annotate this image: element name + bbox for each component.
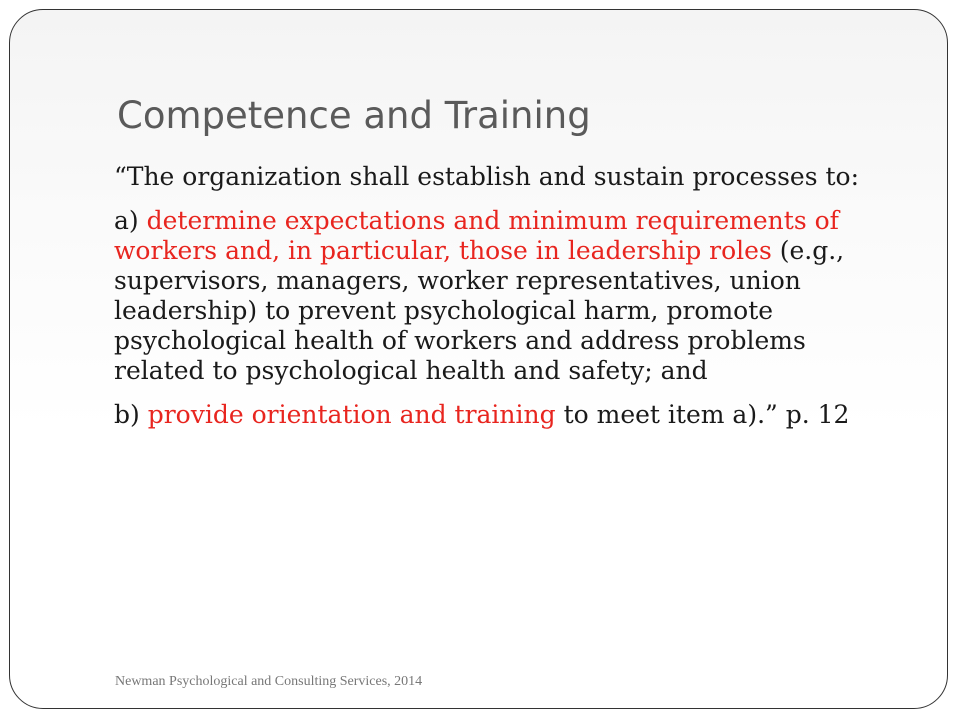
item-a-line-2 xyxy=(114,236,914,266)
item-a-line-2-rest: (e.g., xyxy=(771,236,845,265)
item-a-line-3: supervisors, managers, worker representatives, union xyxy=(114,266,801,295)
item-a-line-1 xyxy=(114,206,914,236)
item-a-line-4: leadership) to prevent psychological harm, promote xyxy=(114,296,774,325)
slide-footer: Newman Psychological and Consulting Services, 2014 xyxy=(115,674,423,689)
item-a-emphasis-2: workers and, in particular, those in leadership roles xyxy=(114,236,772,265)
item-b-line xyxy=(114,400,914,430)
item-b-paragraph xyxy=(114,400,914,430)
item-b-emphasis: provide orientation and training xyxy=(147,400,556,429)
intro-text: “The organization shall establish and sustain processes to: xyxy=(114,162,860,191)
intro-paragraph xyxy=(114,162,914,192)
slide-frame xyxy=(9,9,948,709)
item-a-paragraph xyxy=(114,206,914,386)
item-b-rest: to meet item a).” p. 12 xyxy=(555,400,850,429)
item-b-marker: b) xyxy=(114,400,148,429)
item-a-line-5: psychological health of workers and address problems xyxy=(114,326,806,355)
item-a-marker: a) xyxy=(114,206,147,235)
item-a-line-6: related to psychological health and safety; and xyxy=(114,356,708,385)
slide-body xyxy=(114,162,914,430)
item-a-emphasis-1: determine expectations and minimum requirements of xyxy=(146,206,839,235)
slide-title: Competence and Training xyxy=(117,94,591,137)
